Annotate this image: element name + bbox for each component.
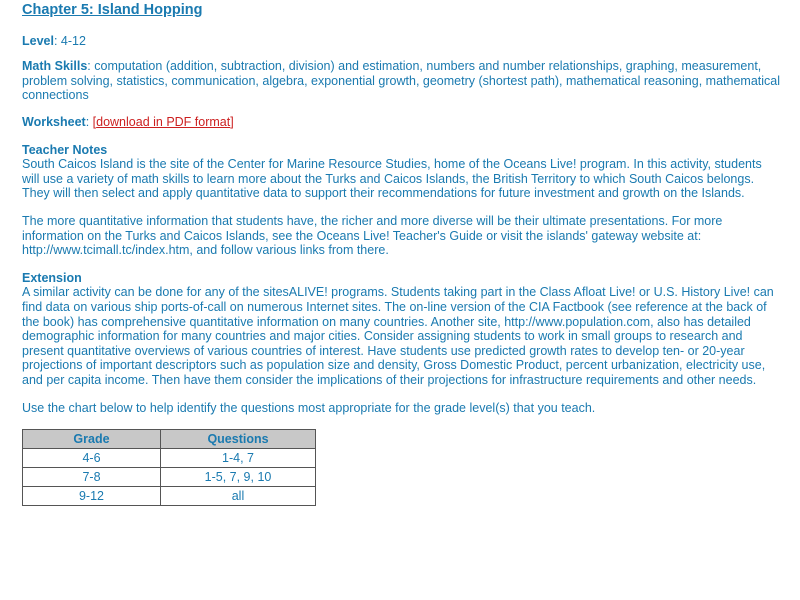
bracket-open: [ — [92, 114, 97, 129]
grade-questions-table — [22, 429, 316, 506]
level-value: : 4-12 — [53, 33, 86, 48]
chart-note: Use the chart below to help identify the questions most appropriate for the grade level(s) that you teach. — [22, 401, 596, 416]
grade-cell: 4-6 — [23, 449, 161, 468]
grade-column-header: Grade — [23, 430, 161, 449]
worksheet-sep: : — [85, 114, 93, 129]
extension-paragraph: A similar activity can be done for any of the sitesALIVE! programs. Students taking part in the Class Afloat Live! or U.S. History Live! can find data on various ship ports-of-call on numerous Internet sites. The on-line version of the CIA Factbook (see reference at the back of the book) has comprehensive quantitative information on many countries. Another site, http://www.population.com, also has detailed demographic information for many countries and major cities. Consider assigning students to work in small groups to research and present quantitative overviews of various countries of interest. Have students use predicted growth rates to develop ten- or 20-year projections of important descriptors such as population size and density, Gross Domestic Product, percent urbanization, electricity use, and per capita income. Then have them consider the implications of their projections for infrastructure requirements and other needs. — [22, 285, 774, 387]
math-skills-label: Math Skills — [22, 59, 88, 74]
grade-cell: 7-8 — [23, 468, 161, 487]
teacher-notes-paragraph-2: The more quantitative information that students have, the richer and more diverse will be their ultimate presentations. For more information on the Turks and Caicos Islands, see the Oceans Live! Teacher's Guide or visit the islands' gateway website at: http://www.tcimall.tc/index.htm, and follow various links from there. — [22, 213, 723, 258]
table-header-row — [23, 430, 316, 449]
questions-cell: 1-4, 7 — [161, 449, 316, 468]
worksheet-line — [22, 115, 782, 130]
extension-heading: Extension — [22, 270, 82, 285]
questions-cell: all — [161, 487, 316, 506]
level-line — [22, 34, 782, 49]
math-skills-value: : computation (addition, subtraction, division) and estimation, numbers and number relationships, graphing, measurement, problem solving, statistics, communication, algebra, exponential growth, geometry (shortest path), mathematical reasoning, mathematical connections — [22, 59, 780, 103]
chapter-title-link[interactable]: Chapter 5: Island Hopping — [22, 2, 203, 18]
table-row — [23, 487, 316, 506]
questions-column-header: Questions — [161, 430, 316, 449]
teacher-notes-heading: Teacher Notes — [22, 142, 108, 157]
grade-cell: 9-12 — [23, 487, 161, 506]
download-pdf-link[interactable]: download in PDF format — [96, 114, 231, 129]
table-row — [23, 468, 316, 487]
math-skills-line — [22, 59, 782, 103]
worksheet-label: Worksheet — [22, 114, 86, 129]
table-row — [23, 449, 316, 468]
bracket-close: ] — [230, 114, 234, 129]
teacher-notes-paragraph-1: South Caicos Island is the site of the Center for Marine Resource Studies, home of the Oceans Live! program. In this activity, students will use a variety of math skills to learn more about the Turks and Caicos Islands, the British Territory to which South Caicos belongs. They will then select and apply quantitative data to support their recommendations for future investment and growth on the Islands. — [22, 157, 762, 201]
level-label: Level — [22, 33, 54, 48]
questions-cell: 1-5, 7, 9, 10 — [161, 468, 316, 487]
